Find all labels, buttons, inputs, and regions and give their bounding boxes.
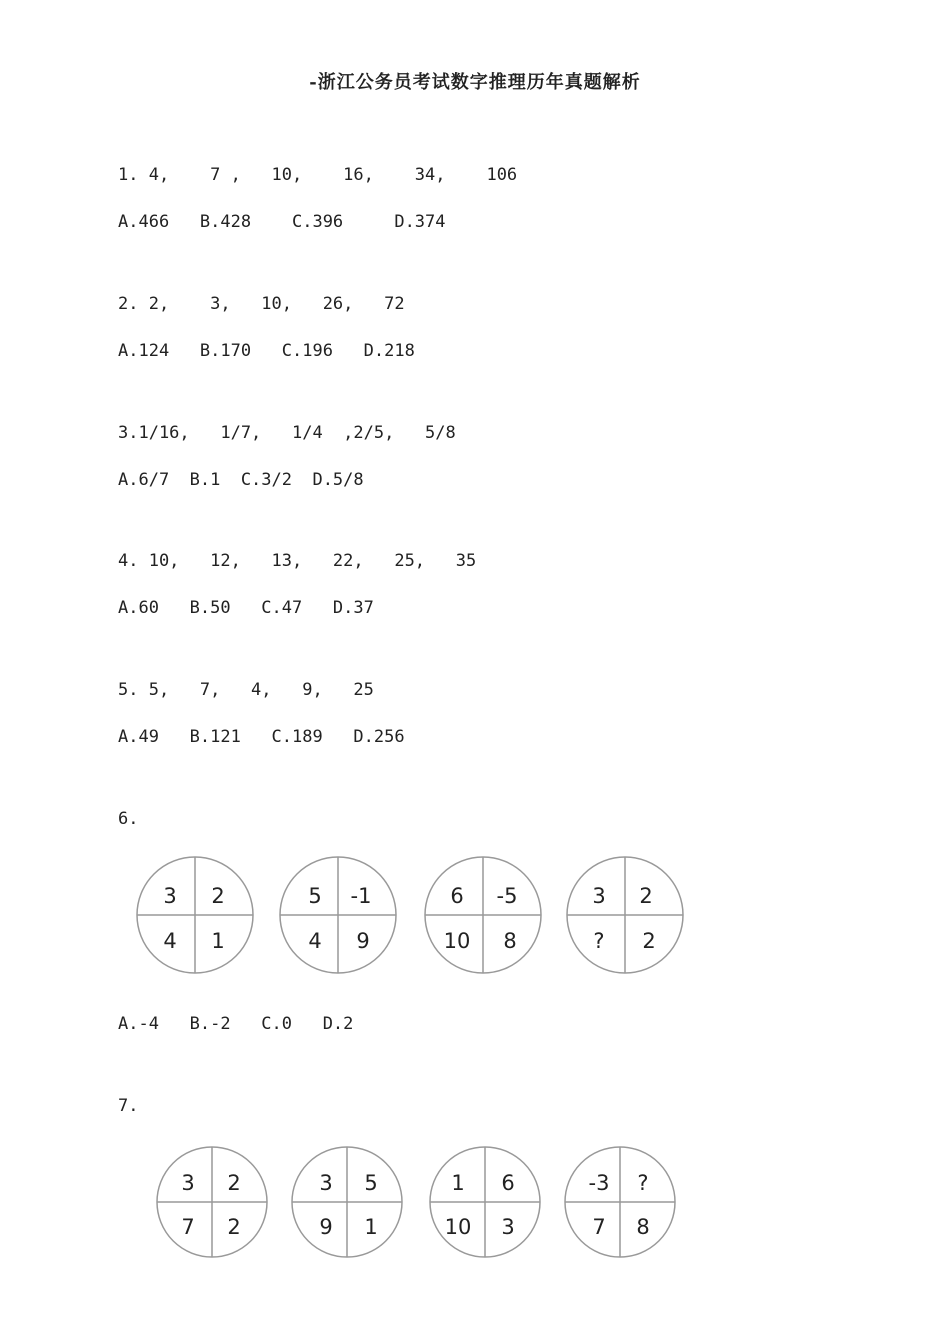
question-7-stem: 7. — [118, 1096, 139, 1116]
q6-c1-top-left: 3 — [163, 884, 177, 908]
q6-c3-top-left: 6 — [450, 884, 464, 908]
q6-circle-3 — [425, 857, 541, 973]
q7-circle-1 — [157, 1147, 267, 1257]
q7-c3-bottom-right: 3 — [501, 1215, 515, 1239]
q7-circle-2 — [292, 1147, 402, 1257]
q7-c4-top-left: -3 — [588, 1171, 610, 1195]
q7-c1-top-left: 3 — [181, 1171, 195, 1195]
question-3-options: A.6/7 B.1 C.3/2 D.5/8 — [118, 470, 364, 490]
q6-c4-top-left: 3 — [592, 884, 606, 908]
q6-c3-top-right: -5 — [496, 884, 518, 908]
q6-c1-bottom-left: 4 — [163, 929, 177, 953]
q6-circle-1 — [137, 857, 253, 973]
question-6-options: A.-4 B.-2 C.0 D.2 — [118, 1014, 354, 1034]
question-1-options: A.466 B.428 C.396 D.374 — [118, 212, 446, 232]
q7-c4-bottom-right: 8 — [636, 1215, 650, 1239]
question-6-stem: 6. — [118, 809, 139, 829]
q6-c2-bottom-right: 9 — [356, 929, 370, 953]
q7-c4-top-right: ? — [637, 1171, 649, 1195]
q6-c2-top-right: -1 — [350, 884, 372, 908]
q7-circle-4 — [565, 1147, 675, 1257]
q6-c2-top-left: 5 — [308, 884, 322, 908]
q6-c2-bottom-left: 4 — [308, 929, 322, 953]
question-6-figure — [0, 850, 950, 980]
question-2-stem: 2. 2, 3, 10, 26, 72 — [118, 294, 405, 314]
q6-c3-bottom-left: 10 — [443, 929, 471, 953]
q7-c2-top-left: 3 — [319, 1171, 333, 1195]
q7-c1-bottom-left: 7 — [181, 1215, 195, 1239]
question-2-options: A.124 B.170 C.196 D.218 — [118, 341, 415, 361]
question-1-stem: 1. 4, 7 , 10, 16, 34, 106 — [118, 165, 518, 185]
q7-c3-top-left: 1 — [451, 1171, 465, 1195]
q6-c4-top-right: 2 — [639, 884, 653, 908]
question-5-options: A.49 B.121 C.189 D.256 — [118, 727, 405, 747]
q7-c2-top-right: 5 — [364, 1171, 378, 1195]
q7-c1-bottom-right: 2 — [227, 1215, 241, 1239]
q7-c2-bottom-left: 9 — [319, 1215, 333, 1239]
q6-c1-bottom-right: 1 — [211, 929, 225, 953]
question-4-options: A.60 B.50 C.47 D.37 — [118, 598, 374, 618]
question-5-stem: 5. 5, 7, 4, 9, 25 — [118, 680, 374, 700]
q7-c2-bottom-right: 1 — [364, 1215, 378, 1239]
q6-c4-bottom-right: 2 — [642, 929, 656, 953]
question-4-stem: 4. 10, 12, 13, 22, 25, 35 — [118, 551, 477, 571]
q6-circle-2 — [280, 857, 396, 973]
q6-c4-bottom-left: ? — [593, 929, 605, 953]
q7-c4-bottom-left: 7 — [592, 1215, 606, 1239]
q6-circle-4 — [567, 857, 683, 973]
q7-circle-3 — [430, 1147, 540, 1257]
page-title: -浙江公务员考试数字推理历年真题解析 — [309, 72, 641, 93]
q6-c3-bottom-right: 8 — [503, 929, 517, 953]
q6-c1-top-right: 2 — [211, 884, 225, 908]
question-3-stem: 3.1/16, 1/7, 1/4 ,2/5, 5/8 — [118, 423, 456, 443]
q7-c1-top-right: 2 — [227, 1171, 241, 1195]
question-7-figure — [0, 1140, 950, 1265]
q7-c3-bottom-left: 10 — [444, 1215, 472, 1239]
q7-c3-top-right: 6 — [501, 1171, 515, 1195]
